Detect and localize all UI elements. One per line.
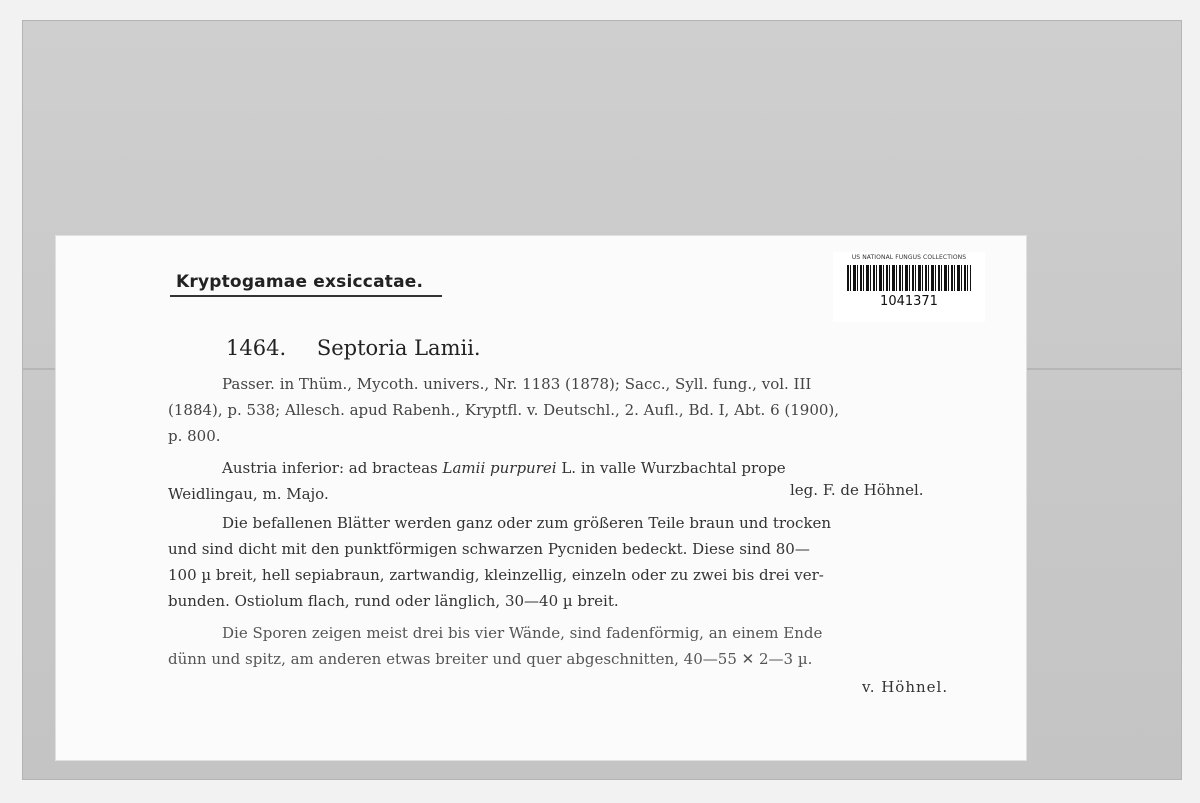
host-name: Lamii purpurei bbox=[442, 459, 557, 477]
species-title bbox=[226, 336, 481, 360]
locality-line bbox=[168, 455, 786, 481]
reference-line: p. 800. bbox=[168, 427, 221, 445]
barcode-collection-name: US NATIONAL FUNGUS COLLECTIONS bbox=[851, 254, 967, 261]
locality-line-2: Weidlingau, m. Majo. bbox=[168, 485, 329, 503]
locality-suffix: L. in valle Wurzbachtal prope bbox=[556, 459, 786, 477]
spore-line: dünn und spitz, am anderen etwas breiter und quer abgeschnitten, 40—55 ✕ 2—3 µ. bbox=[168, 650, 813, 668]
description-line: bunden. Ostiolum flach, rund oder länglich, 30—40 µ breit. bbox=[168, 592, 619, 610]
barcode-sticker bbox=[833, 252, 985, 322]
reference-line: Passer. in Thüm., Mycoth. univers., Nr. 1183 (1878); Sacc., Syll. fung., vol. III bbox=[222, 375, 812, 393]
collector: leg. F. de Höhnel. bbox=[790, 481, 924, 499]
exsiccata-number: 1464. bbox=[226, 336, 287, 360]
label-header: Kryptogamae exsiccatae. bbox=[176, 272, 424, 292]
spore-description bbox=[168, 620, 822, 672]
description-line: Die befallenen Blätter werden ganz oder zum größeren Teile braun und trocken bbox=[222, 514, 832, 532]
author-signature: v. Höhnel. bbox=[862, 678, 949, 696]
description-line: und sind dicht mit den punktförmigen schwarzen Pycniden bedeckt. Diese sind 80— bbox=[168, 540, 810, 558]
barcode-icon bbox=[847, 265, 971, 291]
description-line: 100 µ breit, hell sepiabraun, zartwandig, kleinzellig, einzeln oder zu zwei bis drei ver- bbox=[168, 566, 824, 584]
spore-line: Die Sporen zeigen meist drei bis vier Wände, sind fadenförmig, an einem Ende bbox=[222, 624, 823, 642]
barcode-number: 1041371 bbox=[880, 294, 938, 309]
specimen-label bbox=[56, 236, 1026, 760]
species-name: Septoria Lamii. bbox=[316, 336, 481, 360]
locality bbox=[168, 455, 786, 507]
literature-reference bbox=[168, 371, 839, 449]
locality-prefix: Austria inferior: ad bracteas bbox=[222, 459, 443, 477]
reference-line: (1884), p. 538; Allesch. apud Rabenh., Kryptfl. v. Deutschl., 2. Aufl., Bd. I, Abt. 6 (1900), bbox=[168, 401, 840, 419]
header-underline bbox=[170, 295, 442, 297]
description bbox=[168, 510, 831, 614]
